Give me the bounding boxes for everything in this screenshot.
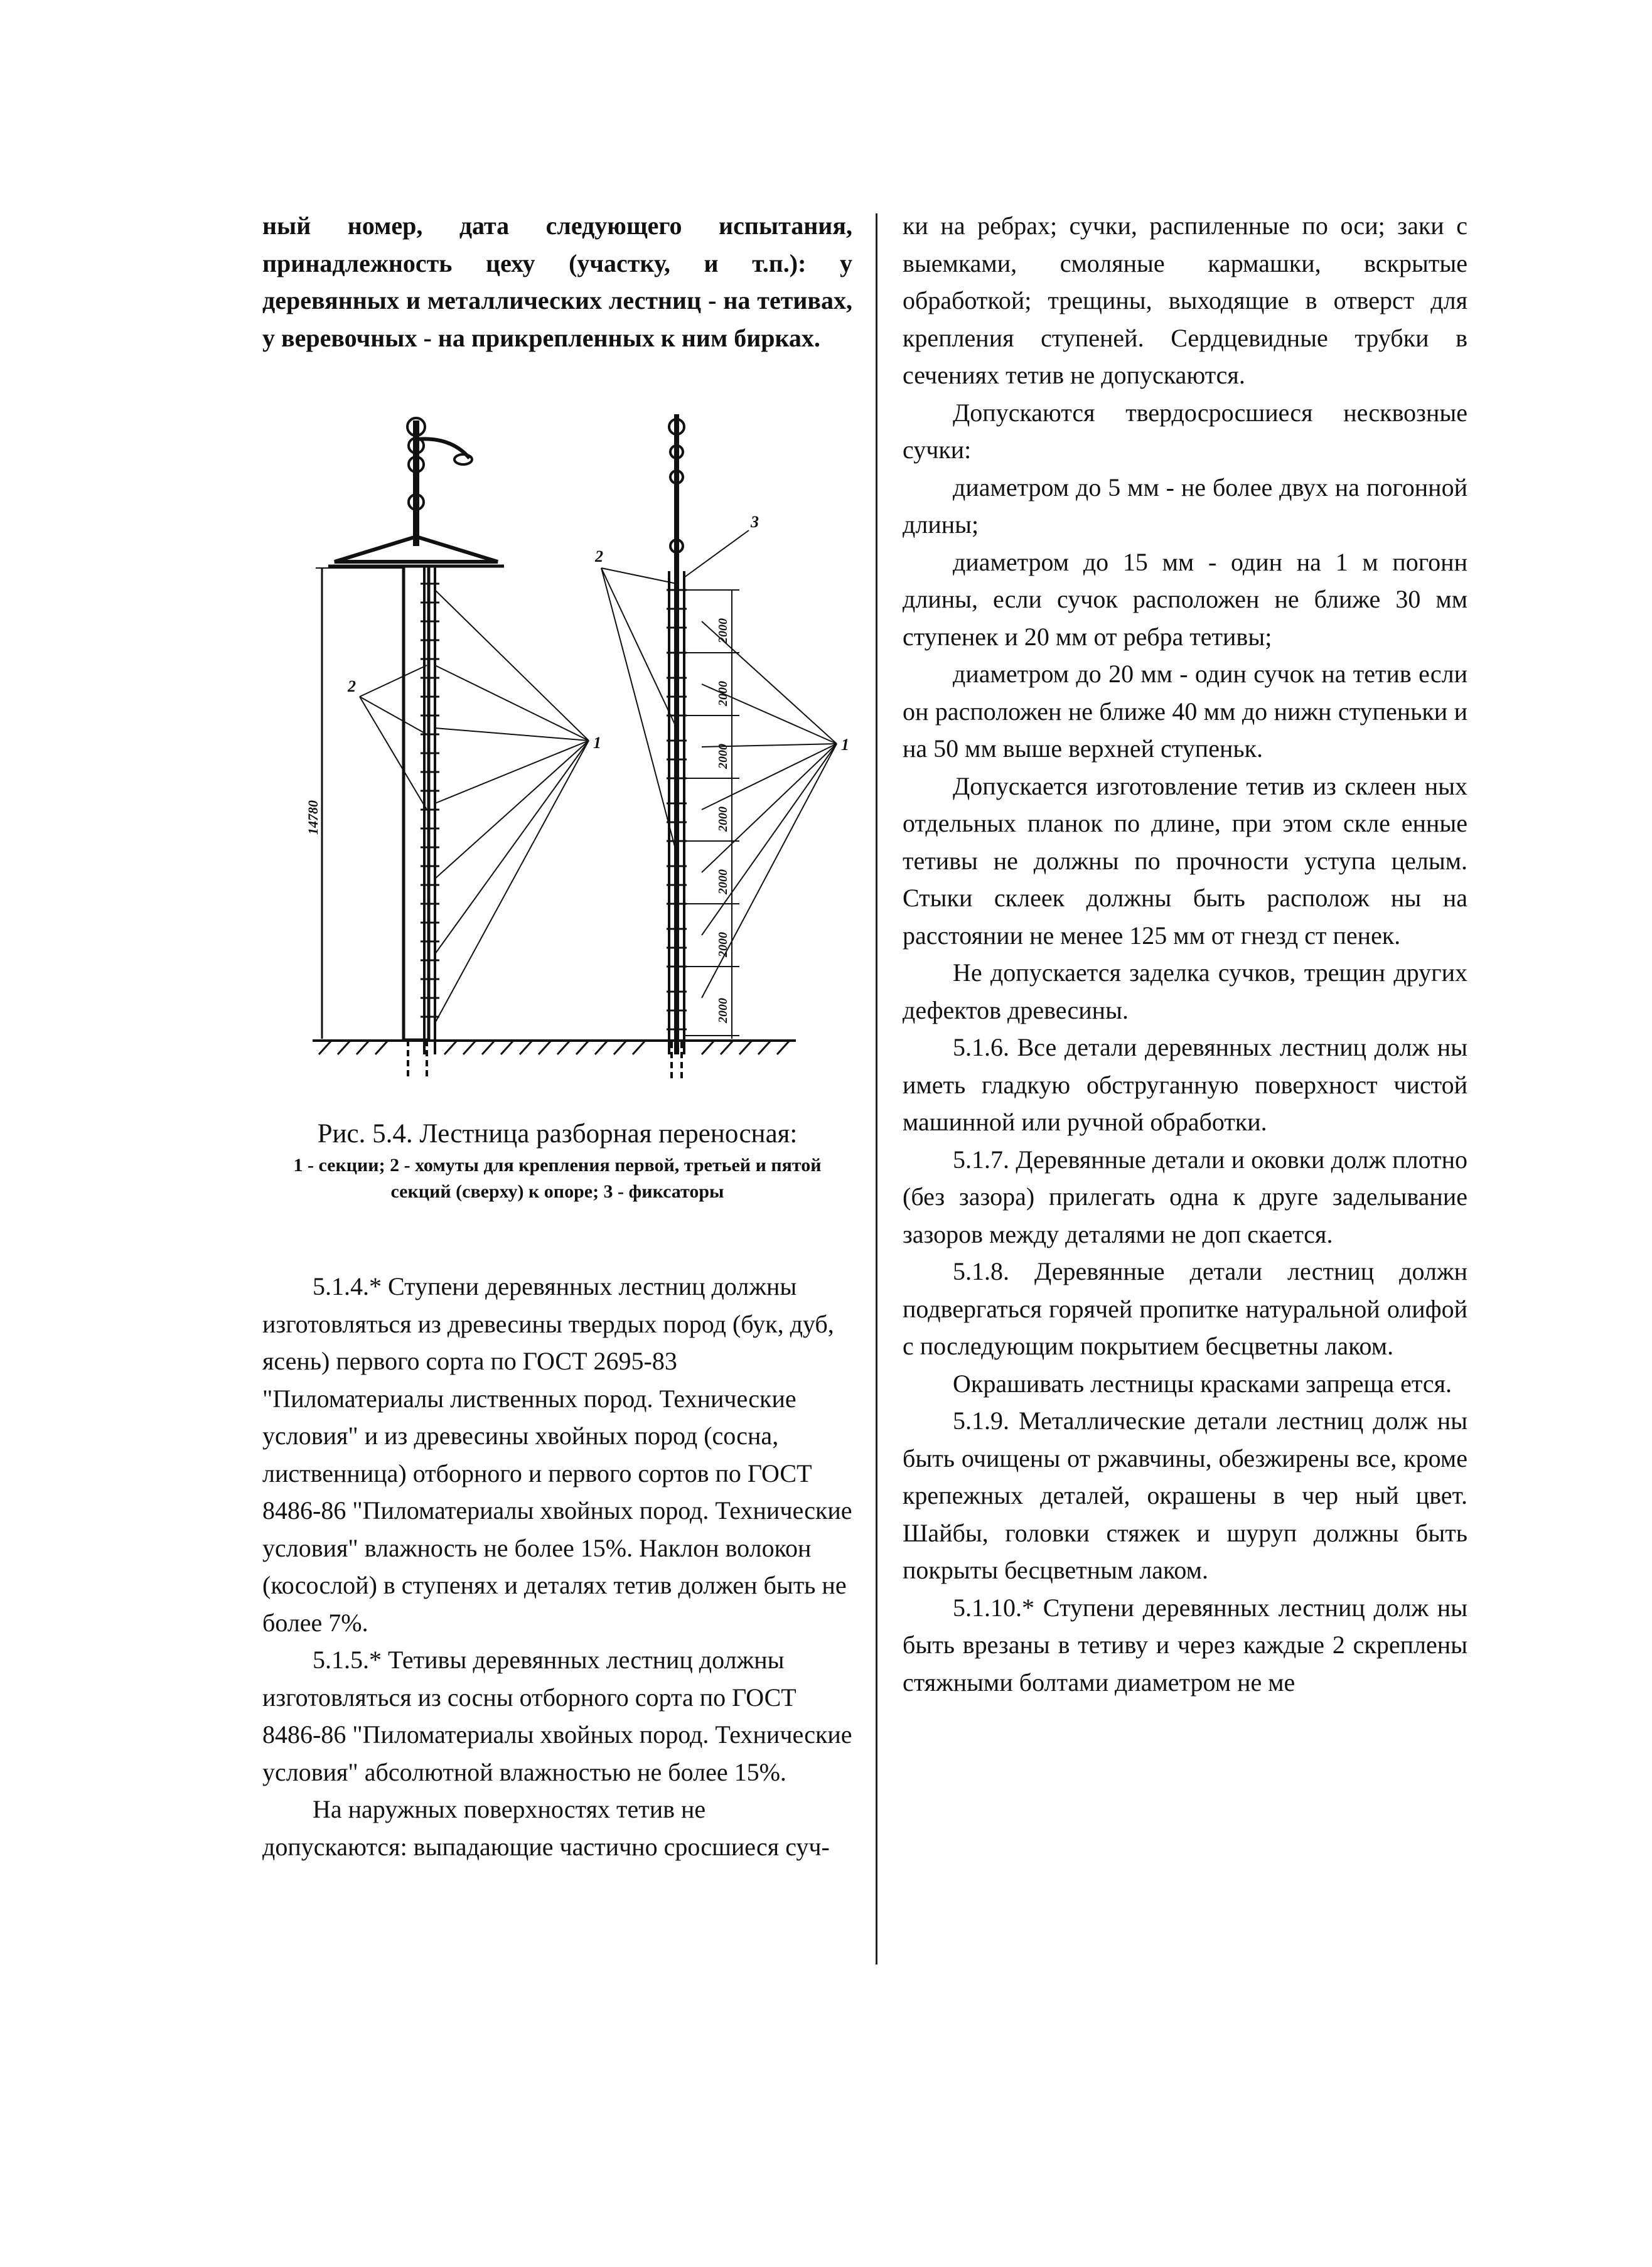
- latches-callout-right: 3: [751, 513, 759, 531]
- paragraph-knots-15mm: диаметром до 15 мм - один на 1 м погонн длины, если сучок расположен не ближе 30 мм ступенек и 20 мм от ребра тетивы;: [903, 547, 1467, 651]
- height-label: 14780: [305, 800, 321, 835]
- right-column: [903, 207, 1467, 1701]
- left-ladder: [316, 418, 589, 1080]
- clamps-callout-right: 2: [595, 547, 603, 565]
- caption-title: Рис. 5.4. Лестница разборная переносная:: [317, 1119, 798, 1149]
- clamps-callout-left: 2: [348, 677, 356, 695]
- sections-callout-left: 1: [593, 734, 601, 752]
- section-length-label: 2000: [716, 869, 730, 894]
- section-length-label: 2000: [716, 618, 730, 643]
- paragraph-5-1-8: 5.1.8. Деревянные детали лестниц должн подвергаться горячей пропитке натуральной олифой с последующим покрытием бесцветны лаком.: [903, 1257, 1467, 1360]
- column-divider: [876, 213, 877, 1964]
- paragraph-knots-5mm: диаметром до 5 мм - не более двух на погонной длины;: [903, 473, 1467, 539]
- paragraph-knots-20mm: диаметром до 20 мм - один сучок на тетив если он расположен не ближе 40 мм до нижн ступеньки и на 50 мм выше верхней ступеньк.: [903, 660, 1467, 763]
- ground: [313, 1041, 796, 1054]
- paragraph-defects-intro: На наружных поверхностях тетив не допускаются: выпадающие частично сросшиеся суч-: [262, 1795, 830, 1861]
- paragraph-glued-stringers: Допускается изготовление тетив из склеен ных отдельных планок по длине, при этом скле енные тетивы не должны по прочности уступа целым. Стыки склеек должны быть располож ны на расстоянии не менее 125 мм от гнезд ст пенек.: [903, 771, 1467, 950]
- paragraph-5-1-4: 5.1.4.* Ступени деревянных лестниц должны изготовляться из древесины твердых пород (бук, дуб, ясень) первого сорта по ГОСТ 2695-83 "Пиломатериалы лиственных пород. Технические условия" и из древесины хвойных пород (сосна, лиственница) отборного и первого сортов по ГОСТ 8486-86 "Пиломатериалы хвойных пород. Технические условия" влажность не более 15%. Наклон волокон (косослой) в ступенях и деталях тетив должен быть не более 7%.: [262, 1272, 852, 1637]
- section-length-label: 2000: [716, 807, 730, 832]
- intro-paragraph: ный номер, дата следующего испытания, принадлежность цеху (участку, и т.п.): у деревянных и металлических лестниц - на тетивах, у веревочных - на прикрепленных к ним бирках.: [262, 212, 852, 352]
- paragraph-5-1-10: 5.1.10.* Ступени деревянных лестниц долж ны быть врезаны в тетиву и через каждые 2 скреплены стяжными болтами диаметром не ме: [903, 1593, 1467, 1696]
- figure-ladder: [262, 402, 852, 1117]
- paragraph-5-1-5: 5.1.5.* Тетивы деревянных лестниц должны изготовляться из сосны отборного сорта по ГОСТ 8486-86 "Пиломатериалы хвойных пород. Технические условия" абсолютной влажностью не более 15%.: [262, 1646, 852, 1786]
- paragraph-knots-allowed: Допускаются твердосросшиеся несквозные сучки:: [903, 398, 1467, 464]
- paragraph-no-filling: Не допускается заделка сучков, трещин другиx дефектов древесины.: [903, 958, 1467, 1024]
- paragraph-no-paint: Окрашивать лестницы красками запреща ется.: [953, 1369, 1452, 1398]
- left-column: [262, 207, 852, 356]
- sections-callout-right: 1: [841, 736, 849, 754]
- section-length-label: 2000: [716, 744, 730, 769]
- section-length-label: 2000: [716, 998, 730, 1023]
- ladder-drawing: [262, 402, 852, 1117]
- paragraph-5-1-9: 5.1.9. Металлические детали лестниц долж ны быть очищены от ржавчины, обезжирены все, кроме крепежных деталей, окрашены в чер ный цвет. Шайбы, головки стяжек и шуруп должны быть покрыты бесцветным лаком.: [903, 1407, 1467, 1584]
- paragraph-5-1-6: 5.1.6. Все детали деревянных лестниц долж ны иметь гладкую обструганную поверхност чистой машинной или ручной обработки.: [903, 1033, 1467, 1136]
- paragraph-5-1-7: 5.1.7. Деревянные детали и оковки долж плотно (без зазора) прилегать одна к друге заделывание зазоров между деталями не доп скается.: [903, 1145, 1467, 1248]
- caption-legend: 1 - секции; 2 - хомуты для крепления первой, третьей и пятой секций (сверху) к опоре; 3 - фиксаторы: [293, 1155, 822, 1202]
- left-column-body: [262, 1268, 852, 1865]
- section-length-label: 2000: [716, 681, 730, 706]
- section-length-label: 2000: [716, 932, 730, 957]
- figure-caption: [262, 1116, 852, 1205]
- paragraph-defects: ки на ребрах; сучки, распиленные по оси; заки с выемками, смоляные кармашки, вскрытые обработкой; трещины, выходящие в отверст для крепления ступеней. Сердцевидные трубки в сечениях тетив не допускаются.: [903, 212, 1467, 389]
